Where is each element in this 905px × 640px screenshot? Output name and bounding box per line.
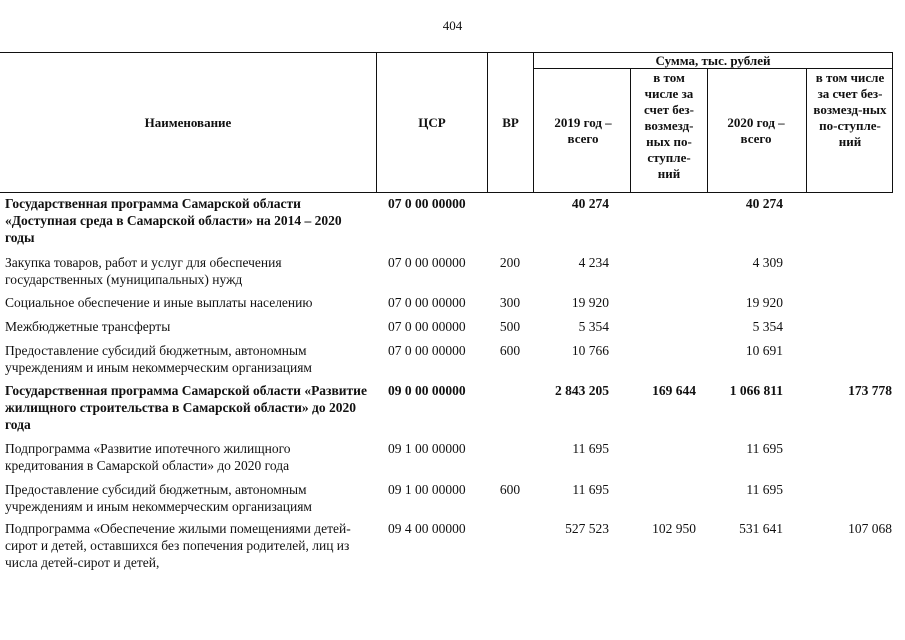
row-2019-grants: 169 644 — [652, 383, 696, 398]
row-csr: 09 1 00 00000 — [388, 441, 466, 456]
row-csr: 07 0 00 00000 — [388, 196, 466, 211]
row-2019-total: 11 695 — [572, 441, 609, 456]
row-2019-total: 527 523 — [565, 521, 609, 536]
col-divider-2020 — [806, 68, 807, 193]
row-2020-total: 19 920 — [745, 295, 783, 310]
row-csr: 07 0 00 00000 — [388, 343, 466, 358]
row-vr: 600 — [499, 343, 521, 358]
row-2020-total: 4 309 — [752, 255, 783, 270]
row-vr: 600 — [499, 482, 521, 497]
row-name: Государственная программа Самарской области «Доступная среда в Самарской области» на 2014 – 2020 годы — [5, 196, 342, 245]
header-bottom-border — [0, 192, 893, 193]
header-2019-grants: в том числе за счет без-возмезд-ных по-ступле-ний — [644, 70, 694, 181]
row-csr: 09 0 00 00000 — [388, 383, 466, 398]
header-sum: Сумма, тыс. рублей — [655, 53, 771, 68]
row-csr: 09 4 00 00000 — [388, 521, 466, 536]
row-name: Государственная программа Самарской области «Развитие жилищного строительства в Самарской области» до 2020 года — [5, 383, 367, 432]
row-csr: 07 0 00 00000 — [388, 319, 466, 334]
row-vr: 500 — [499, 319, 521, 334]
row-2020-total: 11 695 — [746, 482, 783, 497]
col-divider-2019 — [630, 68, 631, 193]
header-csr: ЦСР — [418, 115, 446, 130]
row-2020-total: 531 641 — [739, 521, 783, 536]
row-name: Предоставление субсидий бюджетным, автономным учреждениям и иным некоммерческим организациям — [5, 343, 312, 375]
row-name: Межбюджетные трансферты — [5, 319, 171, 334]
row-name: Подпрограмма «Развитие ипотечного жилищного кредитования в Самарской области» до 2020 года — [5, 441, 291, 473]
row-2019-total: 10 766 — [571, 343, 609, 358]
header-name: Наименование — [144, 115, 232, 130]
col-divider-vr-sum — [533, 52, 534, 193]
row-2019-grants: 102 950 — [652, 521, 696, 536]
row-2019-total: 2 843 205 — [555, 383, 609, 398]
row-2020-grants: 107 068 — [848, 521, 892, 536]
row-2019-total: 11 695 — [572, 482, 609, 497]
row-2020-total: 11 695 — [746, 441, 783, 456]
header-2020-grants: в том числе за счет без-возмезд-ных по-ступле-ний — [813, 70, 887, 149]
row-vr: 200 — [499, 255, 521, 270]
row-name: Социальное обеспечение и иные выплаты населению — [5, 295, 313, 310]
row-2020-total: 1 066 811 — [729, 383, 783, 398]
row-2019-total: 19 920 — [571, 295, 609, 310]
row-2020-total: 5 354 — [752, 319, 783, 334]
row-csr: 09 1 00 00000 — [388, 482, 466, 497]
row-csr: 07 0 00 00000 — [388, 255, 466, 270]
row-name: Подпрограмма «Обеспечение жилыми помещениями детей-сирот и детей, оставшихся без попечения родителей, лиц из числа детей-сирот и детей, — [5, 521, 351, 570]
table-right-border — [892, 52, 893, 193]
row-name: Закупка товаров, работ и услуг для обеспечения государственных (муниципальных) нужд — [5, 255, 282, 287]
row-csr: 07 0 00 00000 — [388, 295, 466, 310]
row-vr: 300 — [499, 295, 521, 310]
row-2019-total: 40 274 — [571, 196, 609, 211]
row-name: Предоставление субсидий бюджетным, автономным учреждениям и иным некоммерческим организациям — [5, 482, 312, 514]
row-2019-total: 5 354 — [578, 319, 609, 334]
header-2019-total: 2019 год – всего — [554, 115, 612, 146]
row-2020-total: 40 274 — [745, 196, 783, 211]
page-number: 404 — [442, 18, 463, 33]
col-divider-2019-2020 — [707, 68, 708, 193]
header-2020-total: 2020 год – всего — [727, 115, 785, 146]
row-2020-grants: 173 778 — [848, 383, 892, 398]
row-2019-total: 4 234 — [578, 255, 609, 270]
row-2020-total: 10 691 — [745, 343, 783, 358]
header-vr: ВР — [502, 115, 519, 130]
